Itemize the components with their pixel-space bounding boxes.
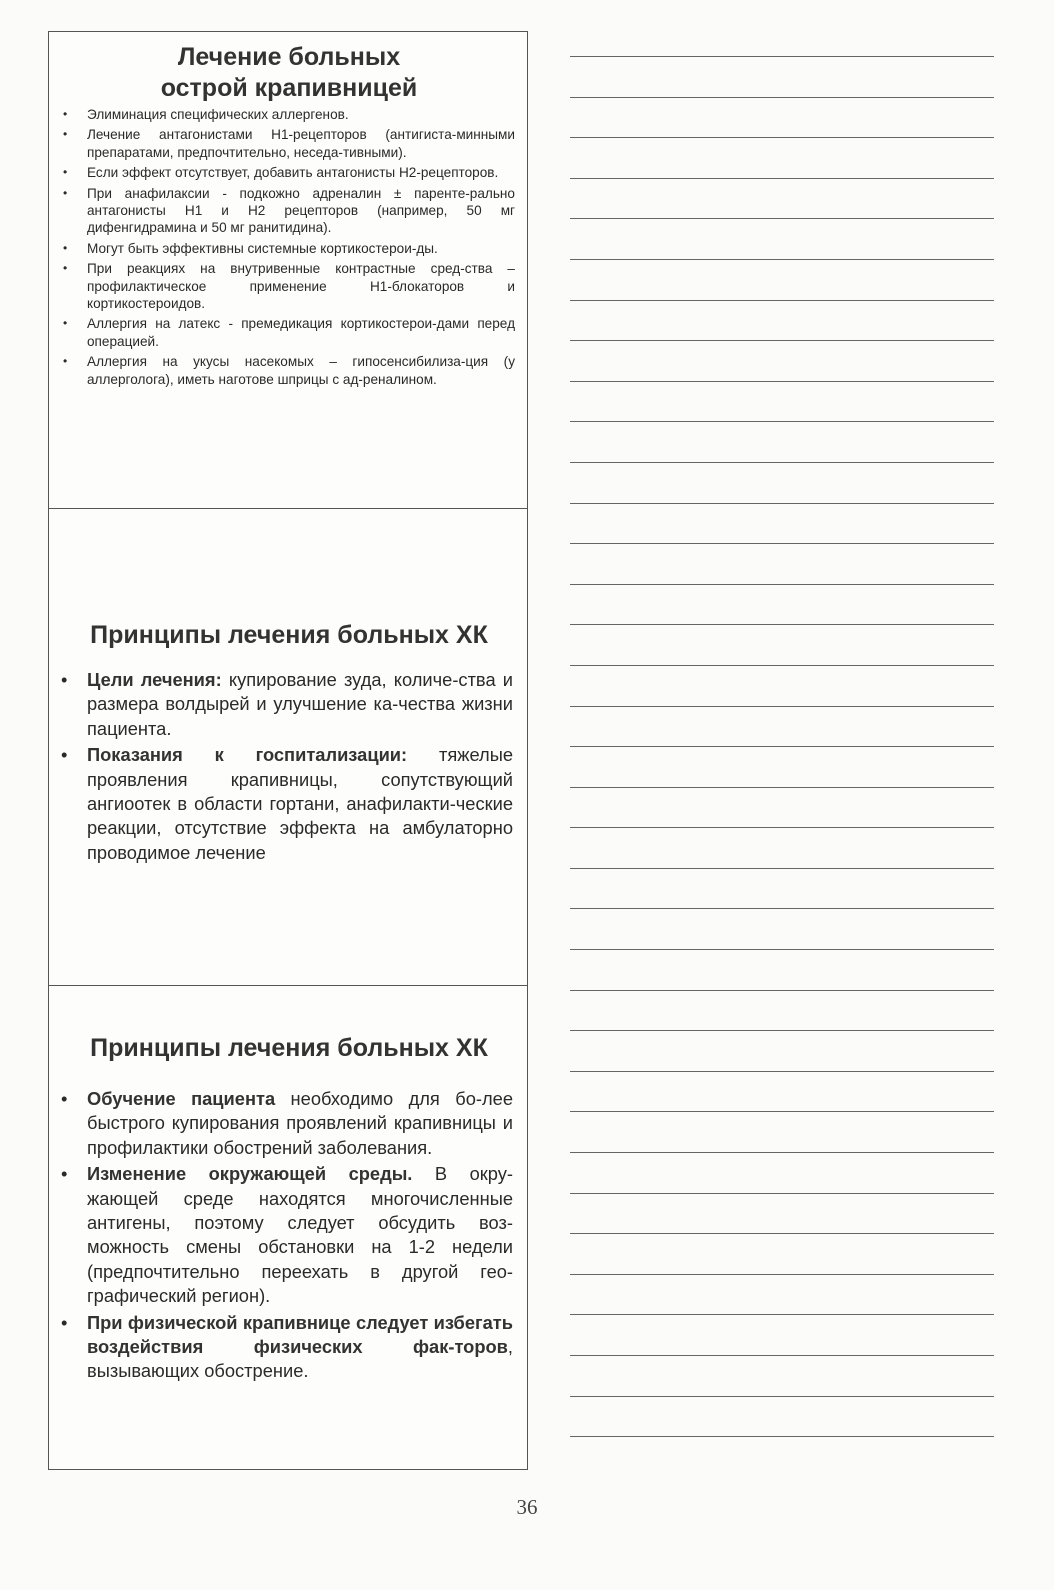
- list-item: • Аллергия на латекс - премедикация кортикостерои-дами перед операцией.: [87, 315, 517, 350]
- note-line: [570, 462, 994, 503]
- note-line: [570, 1314, 994, 1355]
- bullet-list: [61, 106, 517, 388]
- list-item: • Если эффект отсутствует, добавить антагонисты Н2-рецепторов.: [87, 164, 517, 181]
- slides-column: [48, 31, 528, 1470]
- note-line: [570, 1436, 994, 1477]
- item-lead: Цели лечения:: [87, 669, 222, 690]
- item-text: необходимо для бо-лее быстрого купирования проявлений крапивницы и профилактики обострений заболевания.: [87, 1088, 513, 1158]
- item-lead: Обучение пациента: [87, 1088, 276, 1109]
- notes-area: [570, 56, 994, 1477]
- note-line: [570, 746, 994, 787]
- slide-title-line-2: острой крапивницей: [160, 74, 418, 102]
- note-line: [570, 827, 994, 868]
- note-line: [570, 1111, 994, 1152]
- list-item: [87, 743, 517, 865]
- note-line: [570, 990, 994, 1031]
- list-item: • Лечение антагонистами Н1-рецепторов (антигиста-минными препаратами, предпочтительно, неседа-тивными).: [87, 126, 517, 161]
- bullet-list: [61, 668, 517, 865]
- note-line: [570, 949, 994, 990]
- note-line: [570, 503, 994, 544]
- page-number: 36: [516, 1495, 538, 1519]
- slide-title: Принципы лечения больных ХК: [90, 621, 488, 649]
- item-lead: Изменение окружающей среды.: [87, 1163, 413, 1185]
- note-line: [570, 1193, 994, 1234]
- item-lead: При физической крапивнице следует избегать воздействия физических фак-торов: [87, 1311, 513, 1358]
- note-line: [570, 706, 994, 747]
- list-item: • Могут быть эффективны системные кортикостерои-ды.: [87, 240, 517, 257]
- list-item: [87, 668, 517, 741]
- note-line: [570, 543, 994, 584]
- note-line: [570, 1274, 994, 1315]
- note-line: [570, 1152, 994, 1193]
- note-line: [570, 1233, 994, 1274]
- item-text: купирование зуда, количе-ства и размера волдырей и улучшение ка-чества жизни пациента.: [87, 669, 514, 739]
- slide-acute-urticaria: [49, 32, 527, 509]
- note-line: [570, 665, 994, 706]
- note-line: [570, 1355, 994, 1396]
- list-item: • Элиминация специфических аллергенов.: [87, 106, 517, 123]
- item-text: , вызывающих обострение.: [87, 1336, 513, 1382]
- note-line: [570, 1030, 994, 1071]
- slide-chronic-principles-goals: [49, 509, 527, 986]
- list-item: [87, 1311, 517, 1384]
- item-lead: Показания к госпитализации:: [87, 744, 408, 766]
- note-line: [570, 137, 994, 178]
- note-line: [570, 56, 994, 97]
- list-item: [87, 1162, 517, 1308]
- item-text: тяжелые проявления крапивницы, сопутствующий ангиоотек в области гортани, анафилакти-ческие реакции, отсутствие эффекта на амбулаторно проводимое лечение: [87, 744, 513, 863]
- note-line: [570, 421, 994, 462]
- note-line: [570, 259, 994, 300]
- list-item: • Аллергия на укусы насекомых – гипосенсибилиза-ция (у аллерголога), иметь наготове шприцы с ад-реналином.: [87, 353, 517, 388]
- note-line: [570, 381, 994, 422]
- note-line: [570, 340, 994, 381]
- note-line: [570, 908, 994, 949]
- note-line: [570, 787, 994, 828]
- slide-title: Принципы лечения больных ХК: [90, 1034, 488, 1062]
- note-line: [570, 1071, 994, 1112]
- item-text: В окру-жающей среде находятся многочисленные антигены, поэтому следует обсудить воз-можность смены обстановки на 1-2 недели (предпочтительно переехать в другой гео-графический регион).: [87, 1163, 513, 1307]
- list-item: • При анафилаксии - подкожно адреналин ± паренте-рально антагонисты Н1 и Н2 рецепторов (например, 50 мг дифенгидрамина и 50 мг ранитидина).: [87, 185, 517, 237]
- note-line: [570, 178, 994, 219]
- bullet-list: [61, 1087, 517, 1384]
- note-line: [570, 584, 994, 625]
- note-line: [570, 624, 994, 665]
- slide-chronic-principles-education: [49, 986, 527, 1469]
- slide-title-line-1: Лечение больных: [177, 43, 401, 71]
- note-line: [570, 97, 994, 138]
- list-item: • При реакциях на внутривенные контрастные сред-ства – профилактическое применение Н1-блокаторов и кортикостероидов.: [87, 260, 517, 312]
- note-line: [570, 1396, 994, 1437]
- note-line: [570, 300, 994, 341]
- note-line: [570, 868, 994, 909]
- list-item: [87, 1087, 517, 1160]
- slide-title: [61, 42, 517, 104]
- note-line: [570, 218, 994, 259]
